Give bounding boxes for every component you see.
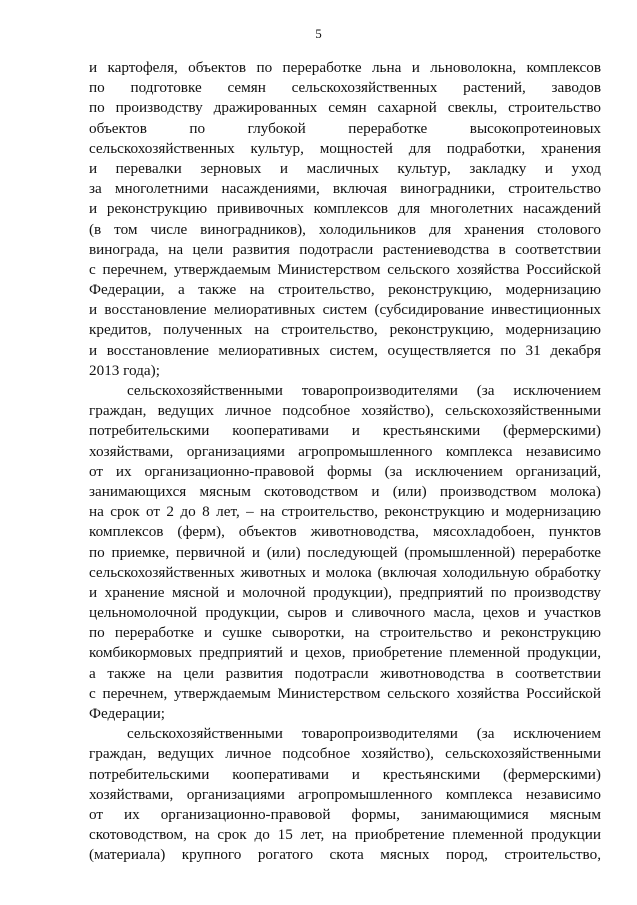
text-line: хозяйствами, организациями агропромышленного комплекса независимо xyxy=(89,442,601,460)
text-line: граждан, ведущих личное подсобное хозяйство), сельскохозяйственными xyxy=(89,745,601,763)
text-line: с перечнем, утверждаемым Министерством сельского хозяйства Российской xyxy=(89,684,601,702)
text-line: на срок от 2 до 8 лет, – на строительство, реконструкцию и модернизацию xyxy=(89,503,601,521)
text-line: сельскохозяйственных животных и молока (включая холодильную обработку xyxy=(89,563,601,581)
text-line: по подготовке семян сельскохозяйственных растений, заводов xyxy=(89,79,601,97)
text-line: по производству дражированных семян сахарной свеклы, строительство xyxy=(89,99,601,117)
text-line: по переработке и сушке сыворотки, на строительство и реконструкцию xyxy=(89,624,601,642)
text-line: и картофеля, объектов по переработке льна и льноволокна, комплексов xyxy=(89,59,601,76)
text-line: от их организационно-правовой формы (за исключением организаций, xyxy=(89,462,601,480)
text-line: 2013 года); xyxy=(89,361,160,379)
text-line: кредитов, полученных на строительство, реконструкцию, модернизацию xyxy=(89,321,601,339)
text-line: цельномолочной продукции, сыров и сливочного масла, цехов и участков xyxy=(89,604,601,622)
text-line: за многолетними насаждениями, включая виноградники, строительство xyxy=(89,180,601,198)
text-line: с перечнем, утверждаемым Министерством сельского хозяйства Российской xyxy=(89,260,601,278)
text-line: потребительскими кооперативами и крестьянскими (фермерскими) xyxy=(89,422,601,440)
text-line: комбикормовых предприятий и цехов, приобретение племенной продукции, xyxy=(89,644,601,662)
text-line: (материала) крупного рогатого скота мясных пород, строительство, xyxy=(89,846,601,864)
text-line: Федерации; xyxy=(89,705,165,722)
text-line: хозяйствами, организациями агропромышленного комплекса независимо xyxy=(89,785,601,803)
document-body-text xyxy=(89,58,601,866)
text-line: занимающихся мясным скотоводством и (или) производством молока) xyxy=(89,482,601,500)
text-line: от их организационно-правовой формы, занимающимися мясным xyxy=(89,805,601,823)
text-line: и восстановление мелиоративных систем, осуществляется по 31 декабря xyxy=(89,341,601,359)
text-line: сельскохозяйственными товаропроизводителями (за исключением xyxy=(127,725,601,743)
text-line: (в том числе виноградников), холодильников для хранения столового xyxy=(89,220,601,238)
text-line: потребительскими кооперативами и крестьянскими (фермерскими) xyxy=(89,765,601,783)
text-line: сельскохозяйственными товаропроизводителями (за исключением xyxy=(127,382,601,399)
text-line: объектов по глубокой переработке высокопротеиновых xyxy=(89,119,601,137)
text-line: и восстановление мелиоративных систем (субсидирование инвестиционных xyxy=(89,301,601,319)
text-line: комплексов (ферм), объектов животноводства, мясохладобоен, пунктов xyxy=(89,523,601,541)
text-line: скотоводством, на срок до 15 лет, на приобретение племенной продукции xyxy=(89,826,601,844)
text-line: винограда, на цели развития подотрасли растениеводства в соответствии xyxy=(89,240,601,258)
text-line: и хранение мясной и молочной продукции), предприятий по производству xyxy=(89,583,601,601)
text-line: и перевалки зерновых и масличных культур, закладку и уход xyxy=(89,159,601,177)
text-line: Федерации, а также на строительство, реконструкцию, модернизацию xyxy=(89,281,601,299)
page-number: 5 xyxy=(315,26,322,41)
text-line: и реконструкцию прививочных комплексов для многолетних насаждений xyxy=(89,200,601,218)
text-line: сельскохозяйственных культур, мощностей для подработки, хранения xyxy=(89,139,601,157)
text-line: по приемке, первичной и (или) последующей (промышленной) переработке xyxy=(89,543,601,561)
text-line: а также на цели развития подотрасли животноводства в соответствии xyxy=(89,664,601,682)
text-line: граждан, ведущих личное подсобное хозяйство), сельскохозяйственными xyxy=(89,402,601,420)
